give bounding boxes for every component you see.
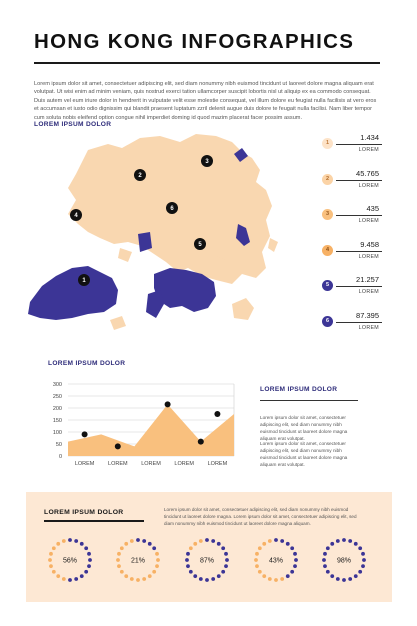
donut-dot — [224, 552, 228, 556]
donut-dot — [290, 546, 294, 550]
x-tick-label: LOREM — [207, 461, 228, 467]
donut-dot — [262, 574, 266, 578]
donut-dot — [354, 574, 358, 578]
map-marker-number: 6 — [170, 206, 174, 213]
donut-dot — [152, 570, 156, 574]
donut-dot — [68, 538, 72, 542]
donut-dot — [142, 577, 146, 581]
percent-donut — [181, 534, 233, 586]
donut-dot — [211, 539, 215, 543]
x-tick-label: LOREM — [141, 461, 161, 467]
bottom-heading-rule — [44, 520, 144, 522]
donut-dot — [155, 552, 159, 556]
donut-dot — [286, 542, 290, 546]
donut-dot — [56, 574, 60, 578]
map-marker-6 — [166, 202, 178, 214]
donut-dot — [342, 578, 346, 582]
donut-dot — [156, 558, 160, 562]
donut-dot — [358, 570, 362, 574]
stat-item — [322, 201, 382, 237]
data-point — [82, 431, 88, 437]
stat-index-badge: 3 — [322, 209, 333, 220]
donut-dot — [205, 538, 209, 542]
percent-donut — [44, 534, 96, 586]
chart-y-axis — [53, 382, 62, 460]
donut-dot — [88, 558, 92, 562]
donut-dot — [186, 564, 190, 568]
donut-dot — [348, 577, 352, 581]
donut-dot — [330, 542, 334, 546]
donut-dot — [211, 577, 215, 581]
donut-dot — [148, 574, 152, 578]
y-tick-label: 300 — [52, 382, 62, 388]
donut-dot — [294, 558, 298, 562]
donut-label: 43% — [268, 557, 284, 565]
side-heading-rule — [260, 400, 358, 401]
donut-dot — [193, 542, 197, 546]
donut-dot — [326, 546, 330, 550]
donut-dot — [280, 539, 284, 543]
donut-dot — [323, 564, 327, 568]
donut-dot — [293, 564, 297, 568]
x-tick-label: LOREM — [74, 461, 95, 467]
stat-divider — [336, 144, 382, 145]
data-point — [165, 401, 171, 407]
donut-dot — [290, 570, 294, 574]
stat-value: 435 — [366, 204, 379, 213]
stat-value: 87.395 — [356, 310, 379, 320]
donut-dot — [189, 570, 193, 574]
donut-dot — [323, 552, 327, 556]
donut-dot — [274, 578, 278, 582]
donut-dot — [52, 570, 56, 574]
donut-dot — [152, 546, 156, 550]
donut-dot — [258, 546, 262, 550]
bottom-panel — [26, 492, 392, 602]
bottom-paragraph: Lorem ipsum dolor sit amet, consectetuer adipiscing elit, sed diam nonummy nibh euismod tincidunt ut laoreet dolore magna. Lorem ipsum dolor sit amet, consectetuer adipiscing elit, sed diam nonummy nibh euismod tincidunt ut laoreet dolore magna aliquam. — [164, 507, 357, 526]
highlight-region-lantau — [28, 266, 118, 320]
stat-index-badge: 1 — [322, 138, 333, 149]
donut-dot — [221, 570, 225, 574]
y-tick-label: 0 — [58, 454, 62, 460]
donut-dot — [189, 546, 193, 550]
stat-value: 21.257 — [356, 275, 379, 284]
stat-divider — [336, 215, 382, 216]
donut-dot — [193, 574, 197, 578]
donut-dot — [217, 542, 221, 546]
donut-dot — [199, 577, 203, 581]
stat-label: LOREM — [358, 253, 379, 260]
donut-label: 98% — [336, 557, 352, 565]
side-heading: LOREM IPSUM DOLOR — [260, 386, 338, 393]
donut-dot — [116, 558, 120, 562]
percent-donut — [318, 534, 370, 586]
stat-divider — [336, 180, 382, 181]
map-marker-number: 5 — [198, 242, 202, 249]
stat-divider — [336, 322, 382, 323]
stat-value: 9.458 — [360, 239, 379, 249]
map-marker-4 — [70, 209, 82, 221]
hong-kong-map — [20, 128, 290, 338]
donut-dot — [62, 539, 66, 543]
y-tick-label: 100 — [52, 430, 62, 436]
percent-donut — [250, 534, 302, 586]
stat-item — [322, 166, 382, 202]
donut-dot — [142, 539, 146, 543]
donut-dot — [136, 538, 140, 542]
donut-dot — [124, 542, 128, 546]
side-paragraph-2: Lorem ipsum dolor sit amet, consectetuer adipiscing elit, sed diam nonummy nibh euismod tincidunt ut laoreet dolore magna aliquam erat volutpat. — [260, 441, 348, 467]
donut-dot — [358, 546, 362, 550]
donut-dot — [74, 577, 78, 581]
stat-item — [322, 308, 382, 344]
donut-label: 56% — [62, 557, 78, 565]
stat-index-badge: 4 — [322, 245, 333, 256]
donut-dot — [205, 578, 209, 582]
stat-divider — [336, 251, 382, 252]
donut-dot — [255, 552, 259, 556]
donut-dot — [224, 564, 228, 568]
donut-dot — [148, 542, 152, 546]
donut-dot — [225, 558, 229, 562]
stat-index-badge: 6 — [322, 316, 333, 327]
chart-section-heading: LOREM IPSUM DOLOR — [48, 360, 126, 367]
donut-dot — [80, 574, 84, 578]
donut-dot — [268, 539, 272, 543]
donut-dot — [120, 570, 124, 574]
bottom-heading: LOREM IPSUM DOLOR — [44, 509, 124, 516]
y-tick-label: 250 — [52, 394, 62, 400]
donut-dot — [130, 539, 134, 543]
percent-donut — [112, 534, 164, 586]
donut-dot — [87, 552, 91, 556]
donut-dot — [136, 578, 140, 582]
donut-dot — [336, 577, 340, 581]
map-marker-number: 2 — [138, 173, 142, 180]
stat-index-badge: 5 — [322, 280, 333, 291]
donut-dot — [130, 577, 134, 581]
donut-dot — [186, 552, 190, 556]
donut-dot — [56, 542, 60, 546]
stat-divider — [336, 286, 382, 287]
area-chart — [46, 376, 238, 470]
stat-item — [322, 130, 382, 166]
stat-label: LOREM — [358, 147, 379, 153]
donut-dot — [221, 546, 225, 550]
donut-dot — [80, 542, 84, 546]
donut-dot — [361, 564, 365, 568]
donut-dot — [362, 558, 366, 562]
donut-dot — [155, 564, 159, 568]
donut-dot — [52, 546, 56, 550]
donut-dot — [354, 542, 358, 546]
donut-dot — [336, 539, 340, 543]
map-marker-3 — [201, 155, 213, 167]
donut-dot — [117, 564, 121, 568]
donut-dot — [74, 539, 78, 543]
map-marker-number: 1 — [82, 278, 86, 285]
stat-index-badge: 2 — [322, 174, 333, 185]
stat-value: 45.765 — [356, 168, 379, 178]
donut-dot — [274, 538, 278, 542]
donut-dot — [268, 577, 272, 581]
map-marker-number: 4 — [74, 213, 78, 220]
stats-list — [322, 130, 382, 343]
stat-value: 1.434 — [360, 133, 379, 142]
donut-dot — [348, 539, 352, 543]
donut-label: 87% — [199, 557, 215, 565]
map-section-heading: LOREM IPSUM DOLOR — [34, 121, 112, 128]
donut-dot — [280, 577, 284, 581]
donut-dot — [68, 578, 72, 582]
donut-dot — [84, 570, 88, 574]
donut-dot — [286, 574, 290, 578]
donut-dot — [255, 564, 259, 568]
y-tick-label: 200 — [52, 406, 62, 412]
donut-dot — [342, 538, 346, 542]
donut-dot — [254, 558, 258, 562]
donut-dot — [49, 552, 53, 556]
donut-dot — [199, 539, 203, 543]
data-point — [115, 443, 121, 449]
stat-item — [322, 237, 382, 273]
map-marker-number: 3 — [205, 159, 209, 166]
map-marker-2 — [134, 169, 146, 181]
donut-dot — [84, 546, 88, 550]
donut-dot — [49, 564, 53, 568]
donut-dot — [262, 542, 266, 546]
map-marker-5 — [194, 238, 206, 250]
donut-dot — [120, 546, 124, 550]
side-paragraph-1: Lorem ipsum dolor sit amet, consectetuer adipiscing elit, sed diam nonummy nibh euismod tincidunt ut laoreet dolore magna aliquam erat volutpat. — [260, 415, 348, 441]
stat-item — [322, 272, 382, 308]
donut-dot — [322, 558, 326, 562]
y-tick-label: 150 — [52, 418, 62, 424]
intro-paragraph: Lorem ipsum dolor sit amet, consectetuer adipiscing elit, sed diam nonummy nibh euismod tincidunt ut laoreet dolore magna aliquam erat volutpat. Ut wisi enim ad minim veniam, quis nostrud exerci tation ullamcorper suscipit lobortis nisl ut aliquip ex ea commodo consequat. Duis autem vel eum iriure dolor in hendrerit in vulputate velit esse molestie consequat, vel illum dolore eu feugiat nulla facilisis at vero eros et accumsan et iusto odio dignissim qui blandit praesent luptatum zzril delenit augue duis dolore te feugait nulla facilisi. Nam liber tempor cum soluta nobis eleifend option congue nihil imperdiet doming id quod mazim placerat facer possim assum. — [34, 81, 377, 121]
donut-dot — [62, 577, 66, 581]
donut-dot — [258, 570, 262, 574]
x-tick-label: LOREM — [174, 461, 194, 467]
donut-dot — [293, 552, 297, 556]
donut-dot — [361, 552, 365, 556]
stat-label: LOREM — [358, 182, 379, 189]
donut-label: 21% — [130, 557, 146, 565]
data-point — [214, 411, 220, 417]
map-marker-1 — [78, 274, 90, 286]
page-title: HONG KONG INFOGRAPHICS — [34, 30, 355, 53]
stat-label: LOREM — [358, 324, 379, 331]
donut-dot — [217, 574, 221, 578]
stat-label: LOREM — [358, 218, 379, 224]
donut-dot — [48, 558, 52, 562]
donut-dot — [185, 558, 189, 562]
data-point — [198, 439, 204, 445]
donut-dot — [117, 552, 121, 556]
donut-dot — [87, 564, 91, 568]
chart-x-axis — [75, 461, 228, 467]
title-underline — [34, 62, 380, 64]
x-tick-label: LOREM — [108, 461, 128, 467]
stat-label: LOREM — [358, 289, 379, 295]
donut-dot — [330, 574, 334, 578]
donut-dot — [326, 570, 330, 574]
donut-dot — [124, 574, 128, 578]
chart-area-fill — [68, 404, 234, 456]
y-tick-label: 50 — [55, 442, 62, 448]
